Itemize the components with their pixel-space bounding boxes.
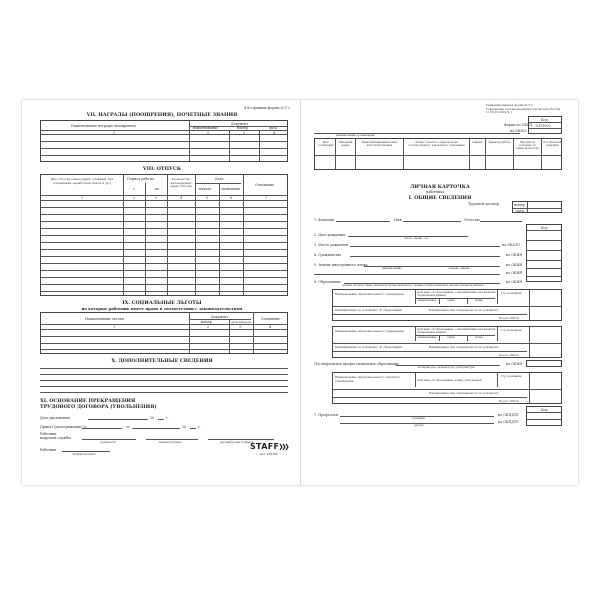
awards-title: VII. НАГРАДЫ (ПООЩРЕНИЯ), ПОЧЕТНЫЕ ЗВАНИЯ (86, 112, 238, 118)
edu2-doc-name: наименование (418, 336, 437, 339)
okud-label: Форма по ОКУД (504, 122, 532, 127)
profession-code-header: Код (541, 407, 548, 412)
form-ref-1: Унифицированная форма № Т-2 (486, 103, 533, 107)
edu2-year: Год окончания (501, 329, 522, 332)
benefits-num-3: 3 (239, 324, 242, 329)
postgrad-year: Год окончания (501, 375, 522, 378)
okin-extra: по ОКИН (506, 271, 523, 275)
hr-label-2: кадровой службы (40, 436, 71, 440)
cap-profession-other: другая (414, 424, 424, 427)
awards-col-doc-num: номер (237, 126, 248, 130)
field-birth-place: 3. Место рождения (314, 243, 348, 247)
leave-num-1: 1 (81, 195, 84, 200)
leave-col-to: по (155, 187, 160, 191)
benefits-col-date: дата выдачи (231, 319, 251, 324)
edu1-institution: Наименование образовательного учреждения (335, 292, 404, 296)
contract-date-label: дата (516, 208, 524, 213)
awards-col-name: Наименование награды (поощрения) (71, 124, 136, 128)
staff-article: арт. 130183 (260, 452, 278, 456)
field-birth-date: 2. Дата рождения (314, 233, 346, 237)
benefits-subtitle: на которые работник имеет право в соответствии с законодательством (81, 306, 243, 311)
leave-col-from: с (133, 187, 135, 191)
okud-code-box (528, 116, 562, 134)
card-title: ЛИЧНАЯ КАРТОЧКА (410, 184, 470, 190)
leave-num-4: 4 (180, 195, 183, 200)
contract-num-label: номер (514, 202, 525, 207)
cap-birth-date: число, месяц, год (404, 237, 429, 240)
awards-col-doc: Документ (231, 121, 249, 126)
postgrad-okso: Код по ОКСО (499, 399, 519, 403)
leave-col-days: Количество календарных дней отпуска (170, 177, 192, 189)
awards-num-3: 3 (243, 130, 246, 135)
termination-title-2: ТРУДОВОГО ДОГОВОРА (УВОЛЬНЕНИЯ) (40, 404, 157, 410)
leave-table (40, 174, 288, 296)
cap-position: должность (100, 440, 116, 444)
postgrad-doc: Документ об образовании, номер, дата выдачи (417, 379, 482, 382)
awards-num-1: 1 (113, 130, 116, 135)
benefits-num-2: 2 (207, 324, 210, 329)
leave-col-type: Вид отпуска (ежегодный, учебный, без сохранения заработной платы и др.) (50, 177, 114, 185)
staff-logo: STAFF (250, 442, 280, 451)
dismissal-date-end: г. (166, 416, 169, 420)
employee-label: Работник (40, 448, 57, 452)
col-work-type: Вид работы (основная, по совместительству) (515, 141, 540, 150)
edu1-okso: Код по ОКСО (499, 316, 519, 320)
leave-num-7: 7 (265, 195, 268, 200)
org-caption: наименование организации (336, 134, 375, 137)
benefits-table (40, 312, 288, 354)
okin-education: по ОКИН (506, 280, 523, 284)
benefits-col-num: номер (201, 319, 212, 324)
field-name: Имя (394, 218, 402, 222)
card-subtitle: работника (426, 190, 445, 194)
cap-education: среднее (полное) общее, начальное профессиональное, среднее профессиональное, высшее профессиональное (342, 284, 484, 287)
benefits-num-4: 4 (269, 324, 272, 329)
col-date-compiled: Дата составления (317, 141, 334, 147)
col-inn: Идентификационный номер налогоплательщика (361, 141, 398, 147)
form-ref-2: Утверждена постановлением Госкомстата России (486, 106, 561, 111)
okato-label: по ОКАТО (502, 243, 520, 247)
awards-table (40, 120, 288, 162)
leave-col-date: Дата (215, 177, 224, 181)
field-profession: 7. Профессия (314, 413, 338, 417)
document-sheet (22, 100, 578, 485)
cap-employee-signature: личная подпись (72, 452, 96, 456)
field-citizenship: 4. Гражданство (314, 253, 342, 257)
form-ref: 4-я страница формы № Т-2 (244, 106, 291, 110)
field-surname: 1. Фамилия (314, 218, 335, 222)
leave-num-3: 3 (155, 195, 158, 200)
edu2-doc-num: номер (475, 336, 483, 339)
col-snils: Номер страхового свидетельства государственного пенсионного страхования (408, 141, 465, 147)
hr-label-1: Работник (40, 432, 57, 436)
okpdtr-main: по ОКПДТР (498, 413, 519, 417)
termination-title-1: XI. ОСНОВАНИЕ ПРЕКРАЩЕНИЯ (40, 398, 136, 404)
order-from: от (126, 425, 130, 429)
card-header-table (314, 138, 562, 170)
awards-num-2: 2 (207, 130, 210, 135)
okin-postgrad: по ОКИН (506, 362, 523, 366)
codes-column (526, 224, 562, 282)
benefits-col-basis: Основание (261, 317, 280, 321)
edu2-speciality: Направление или специальность по документу (429, 345, 500, 349)
benefits-num-1: 1 (113, 324, 116, 329)
order-end: г. (198, 425, 201, 429)
profession-code-box (526, 406, 562, 426)
leave-col-start: начала (199, 187, 212, 191)
contract-box (512, 201, 562, 213)
edu1-speciality: Направление или специальность по документу (429, 308, 500, 312)
field-education: 6. Образование (314, 280, 341, 284)
edu1-doc-series: серия (447, 299, 455, 302)
col-work-nature: Характер работы (488, 141, 511, 144)
contract-label: Трудовой договор (468, 202, 500, 206)
order-label: Приказ (распоряжение) № (40, 425, 87, 429)
edu1-doc-num: номер (475, 299, 483, 302)
cap-decoding: расшифровка подписи (220, 440, 254, 444)
awards-col-doc-date: дата (269, 126, 277, 130)
edu2-doc: Документ об образовании, о квалификации или наличии специальных знаний (417, 328, 496, 335)
col-alphabet: Алфавит (472, 141, 483, 144)
okud-code-header: Код (541, 117, 548, 122)
dismissal-date-year: 20 (150, 416, 155, 420)
awards-num-4: 4 (273, 130, 276, 135)
okpo-label: по ОКПО (510, 128, 527, 133)
leave-num-2: 2 (133, 195, 136, 200)
codes-column-header: Код (541, 225, 548, 230)
edu1-qualification: Квалификация по документу об образовании (335, 308, 402, 312)
postgrad-label: Послевузовское профессиональное образование (314, 362, 400, 366)
edu1-doc-name: наименование (418, 299, 437, 302)
leave-col-period: Период работы (127, 177, 154, 181)
postgrad-block (332, 372, 562, 404)
postgrad-institution: Наименование образовательного, научного учреждения (335, 375, 400, 383)
left-page (22, 100, 301, 485)
postgrad-speciality: Направление или специальность по документу (429, 391, 500, 395)
awards-col-doc-name: наименование (193, 126, 219, 130)
field-patronymic: Отчество (464, 218, 481, 222)
education-block-1 (332, 289, 562, 321)
postgrad-code-box (526, 360, 562, 367)
edu1-doc: Документ об образовании, о квалификации или наличии специальных знаний (417, 291, 496, 298)
form-ref-3: от 05.01.2004 № 1 (486, 110, 513, 114)
okpdtr-other: по ОКПДТР (498, 420, 519, 424)
okin-language: по ОКИН (506, 263, 523, 267)
dismissal-date-label: Дата увольнения (40, 416, 70, 420)
leave-num-6: 6 (230, 195, 233, 200)
cap-profession-main: основная (412, 417, 425, 420)
right-page (300, 100, 578, 485)
leave-col-end: окончания (221, 187, 240, 191)
leave-title: VIII. ОТПУСК (142, 166, 182, 172)
benefits-title: IX. СОЦИАЛЬНЫЕ ЛЬГОТЫ (122, 300, 202, 306)
education-block-2 (332, 326, 562, 358)
col-gender: Пол (мужской, женский) (543, 141, 562, 147)
okud-value: 0301002 (536, 123, 551, 128)
edu2-doc-series: серия (447, 336, 455, 339)
col-tab-number: Табельный номер (338, 141, 353, 147)
benefits-col-doc: Документ (211, 314, 229, 319)
leave-col-basis: Основание (255, 183, 274, 187)
edu1-year: Год окончания (501, 292, 522, 295)
order-year: 20 (182, 425, 187, 429)
cap-signature: личная подпись (158, 440, 182, 444)
benefits-col-name: Наименование льготы (85, 317, 125, 321)
edu2-okso: Код по ОКСО (499, 353, 519, 357)
cap-postgrad: аспирантура, адъюнктура, докторантура (418, 366, 475, 369)
staff-logo-mark-icon (279, 443, 289, 451)
section-general-title: I. ОБЩИЕ СВЕДЕНИЯ (408, 195, 472, 201)
additional-title: X. ДОПОЛНИТЕЛЬНЫЕ СВЕДЕНИЯ (111, 358, 213, 364)
cap-language-level: степень знания (448, 267, 470, 270)
edu2-qualification: Квалификация по документу об образовании (335, 345, 402, 349)
field-language: 5. Знание иностранного языка (314, 263, 368, 267)
okin-citizenship: по ОКИН (506, 253, 523, 257)
leave-num-5: 5 (206, 195, 209, 200)
edu2-institution: Наименование образовательного учреждения (335, 329, 404, 333)
cap-language-name: наименование (382, 267, 402, 270)
